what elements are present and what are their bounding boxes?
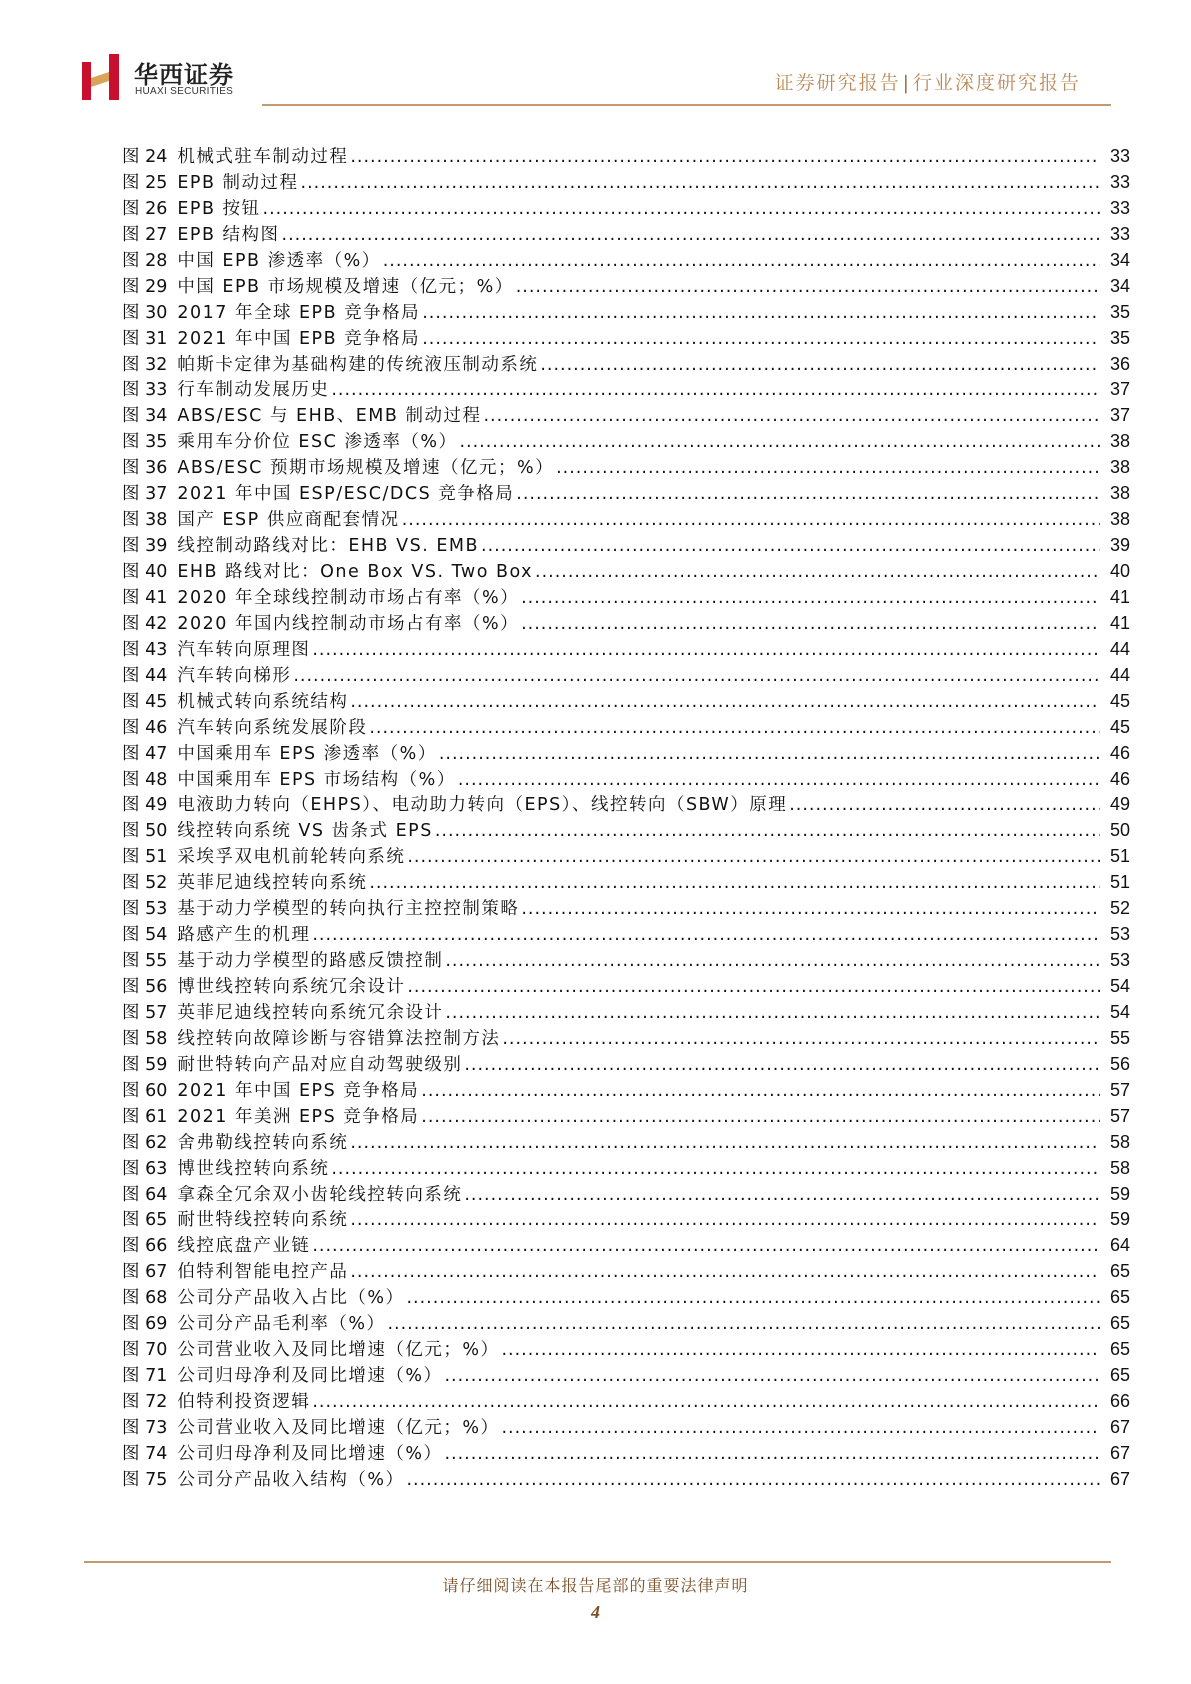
toc-figure-number: 图 37 xyxy=(122,484,168,505)
toc-figure-number: 图 31 xyxy=(122,328,168,349)
toc-dot-leader xyxy=(350,147,1100,167)
toc-dot-leader xyxy=(331,1159,1100,1179)
toc-entry[interactable] xyxy=(122,247,1130,273)
toc-figure-title: 伯特利智能电控产品 xyxy=(177,1262,349,1283)
toc-entry[interactable] xyxy=(122,688,1130,714)
toc-figure-title: 2021 年中国 EPS 竞争格局 xyxy=(177,1080,420,1101)
toc-page-number: 57 xyxy=(1109,1079,1130,1100)
toc-figure-number: 图 34 xyxy=(122,406,168,427)
header-divider xyxy=(262,104,1111,106)
toc-figure-title: 电液助力转向（EHPS）、电动助力转向（EPS）、线控转向（SBW）原理 xyxy=(177,795,788,816)
toc-figure-number: 图 24 xyxy=(122,147,168,167)
toc-dot-leader xyxy=(556,458,1100,478)
toc-figure-title: 帕斯卡定律为基础构建的传统液压制动系统 xyxy=(177,354,539,375)
toc-figure-number: 图 25 xyxy=(122,172,168,193)
toc-entry[interactable] xyxy=(122,299,1130,325)
toc-figure-title: 线控转向系统 VS 齿条式 EPS xyxy=(177,821,433,842)
toc-figure-number: 图 52 xyxy=(122,873,168,894)
toc-figure-number: 图 28 xyxy=(122,250,168,271)
toc-page-number: 49 xyxy=(1109,794,1130,815)
toc-entry[interactable] xyxy=(122,1414,1130,1440)
legal-notice: 请仔细阅读在本报告尾部的重要法律声明 xyxy=(442,1576,749,1595)
toc-figure-title: 公司营业收入及同比增速（亿元；%） xyxy=(177,1417,500,1438)
brand-name-en: HUAXI SECURITIES xyxy=(135,86,234,97)
toc-figure-number: 图 51 xyxy=(122,847,168,868)
toc-figure-number: 图 59 xyxy=(122,1054,168,1075)
toc-dot-leader xyxy=(501,1418,1100,1438)
toc-figure-title: 2021 年美洲 EPS 竞争格局 xyxy=(177,1106,420,1127)
toc-entry[interactable] xyxy=(122,869,1130,895)
toc-dot-leader xyxy=(464,1185,1100,1205)
toc-dot-leader xyxy=(331,380,1100,400)
toc-entry[interactable] xyxy=(122,1258,1130,1284)
toc-dot-leader xyxy=(521,588,1100,608)
toc-figure-title: 线控底盘产业链 xyxy=(177,1236,311,1257)
toc-figure-title: 英菲尼迪线控转向系统冗余设计 xyxy=(177,1002,444,1023)
toc-figure-number: 图 48 xyxy=(122,769,168,790)
toc-figure-title: 英菲尼迪线控转向系统 xyxy=(177,873,368,894)
toc-entry[interactable] xyxy=(122,1232,1130,1258)
toc-page-number: 59 xyxy=(1109,1209,1130,1230)
toc-figure-title: 舍弗勒线控转向系统 xyxy=(177,1132,349,1153)
toc-page-number: 41 xyxy=(1109,586,1130,607)
toc-entry[interactable] xyxy=(122,740,1130,766)
toc-entry[interactable] xyxy=(122,610,1130,636)
toc-entry[interactable] xyxy=(122,1051,1130,1077)
toc-figure-title: 伯特利投资逻辑 xyxy=(177,1392,311,1412)
toc-entry[interactable] xyxy=(122,1440,1130,1466)
toc-dot-leader xyxy=(535,562,1100,582)
toc-figure-title: 博世线控转向系统冗余设计 xyxy=(177,977,406,997)
toc-figure-number: 图 75 xyxy=(122,1469,168,1490)
toc-page-number: 37 xyxy=(1109,379,1130,400)
toc-entry[interactable] xyxy=(122,947,1130,973)
toc-page-number: 65 xyxy=(1109,1287,1130,1308)
toc-figure-number: 图 61 xyxy=(122,1106,168,1127)
toc-figure-number: 图 54 xyxy=(122,925,168,946)
toc-figure-title: 路感产生的机理 xyxy=(177,925,311,946)
huaxi-logo xyxy=(82,54,124,100)
footer-divider xyxy=(84,1561,1111,1563)
toc-figure-title: 公司归母净利及同比增速（%） xyxy=(177,1443,443,1464)
toc-figure-number: 图 73 xyxy=(122,1417,168,1438)
toc-figure-number: 图 46 xyxy=(122,717,168,738)
toc-dot-leader xyxy=(263,199,1100,219)
toc-page-number: 65 xyxy=(1109,1339,1130,1360)
toc-page-number: 57 xyxy=(1109,1105,1130,1126)
toc-figure-title: 2021 年中国 ESP/ESC/DCS 竞争格局 xyxy=(177,484,515,505)
toc-figure-number: 图 32 xyxy=(122,354,168,375)
toc-entry[interactable] xyxy=(122,1077,1130,1103)
toc-figure-title: 2020 年国内线控制动市场占有率（%） xyxy=(177,613,520,634)
toc-page-number: 45 xyxy=(1109,716,1130,737)
toc-figure-title: 公司分产品收入结构（%） xyxy=(177,1469,405,1490)
toc-entry[interactable] xyxy=(122,143,1130,169)
toc-page-number: 53 xyxy=(1109,924,1130,945)
toc-figure-title: 汽车转向梯形 xyxy=(177,665,292,686)
toc-entry[interactable] xyxy=(122,402,1130,428)
toc-figure-number: 图 43 xyxy=(122,639,168,660)
toc-page-number: 59 xyxy=(1109,1183,1130,1204)
toc-entry[interactable] xyxy=(122,1181,1130,1207)
toc-entry[interactable] xyxy=(122,195,1130,221)
toc-figure-title: 行车制动发展历史 xyxy=(177,380,330,401)
toc-dot-leader xyxy=(439,744,1100,764)
toc-dot-leader xyxy=(407,847,1100,867)
toc-figure-title: 耐世特线控转向系统 xyxy=(177,1210,349,1231)
toc-dot-leader xyxy=(312,1236,1100,1256)
toc-page-number: 46 xyxy=(1109,742,1130,763)
toc-dot-leader xyxy=(350,692,1100,712)
toc-entry[interactable] xyxy=(122,480,1130,506)
toc-figure-title: 2021 年中国 EPB 竞争格局 xyxy=(177,328,421,349)
toc-entry[interactable] xyxy=(122,1129,1130,1155)
toc-figure-title: 汽车转向系统发展阶段 xyxy=(177,717,368,738)
toc-entry[interactable] xyxy=(122,714,1130,740)
toc-entry[interactable] xyxy=(122,766,1130,792)
toc-figure-number: 图 49 xyxy=(122,795,168,816)
toc-dot-leader xyxy=(422,329,1100,349)
toc-dot-leader xyxy=(421,1107,1100,1127)
toc-entry[interactable] xyxy=(122,791,1130,817)
toc-entry[interactable] xyxy=(122,1103,1130,1129)
toc-entry[interactable] xyxy=(122,169,1130,195)
toc-figure-title: 线控转向故障诊断与容错算法控制方法 xyxy=(177,1028,501,1049)
toc-figure-number: 图 67 xyxy=(122,1262,168,1283)
toc-entry[interactable] xyxy=(122,1388,1130,1414)
toc-page-number: 38 xyxy=(1109,457,1130,478)
toc-figure-number: 图 42 xyxy=(122,613,168,634)
toc-figure-number: 图 45 xyxy=(122,691,168,712)
toc-entry[interactable] xyxy=(122,506,1130,532)
toc-figure-number: 图 56 xyxy=(122,977,168,997)
page-number: 4 xyxy=(591,1602,600,1622)
toc-entry[interactable] xyxy=(122,376,1130,402)
toc-page-number: 45 xyxy=(1109,690,1130,711)
toc-dot-leader xyxy=(350,1210,1100,1230)
toc-figure-title: 中国 EPB 渗透率（%） xyxy=(177,250,381,271)
toc-figure-title: 中国乘用车 EPS 渗透率（%） xyxy=(177,743,437,764)
toc-entry[interactable] xyxy=(122,636,1130,662)
toc-dot-leader xyxy=(422,303,1100,323)
toc-figure-title: 公司营业收入及同比增速（亿元；%） xyxy=(177,1340,500,1361)
toc-dot-leader xyxy=(312,925,1100,945)
toc-entry[interactable] xyxy=(122,351,1130,377)
toc-dot-leader xyxy=(406,1288,1100,1308)
toc-entry[interactable] xyxy=(122,1466,1130,1492)
toc-page-number: 58 xyxy=(1109,1157,1130,1178)
toc-figure-number: 图 60 xyxy=(122,1080,168,1101)
toc-dot-leader xyxy=(444,1366,1100,1386)
toc-page-number: 67 xyxy=(1109,1468,1130,1489)
toc-dot-leader xyxy=(501,1340,1100,1360)
toc-figure-number: 图 70 xyxy=(122,1340,168,1361)
toc-dot-leader xyxy=(540,355,1100,375)
toc-page-number: 38 xyxy=(1109,509,1130,530)
toc-figure-title: ABS/ESC 预期市场规模及增速（亿元；%） xyxy=(177,458,555,479)
toc-page-number: 34 xyxy=(1109,275,1130,296)
toc-figure-title: 基于动力学模型的转向执行主控控制策略 xyxy=(177,899,520,920)
toc-figure-title: 线控制动路线对比：EHB VS. EMB xyxy=(177,536,479,557)
toc-page-number: 65 xyxy=(1109,1365,1130,1386)
toc-page-number: 44 xyxy=(1109,638,1130,659)
report-type-right: 行业深度研究报告 xyxy=(912,72,1081,94)
toc-dot-leader xyxy=(445,1003,1100,1023)
toc-figure-number: 图 26 xyxy=(122,198,168,219)
toc-page-number: 38 xyxy=(1109,431,1130,452)
toc-page-number: 65 xyxy=(1109,1313,1130,1334)
toc-page-number: 51 xyxy=(1109,872,1130,893)
toc-figure-title: 2017 年全球 EPB 竞争格局 xyxy=(177,302,421,323)
toc-entry[interactable] xyxy=(122,999,1130,1025)
toc-page-number: 33 xyxy=(1109,197,1130,218)
toc-entry[interactable] xyxy=(122,843,1130,869)
toc-figure-title: 机械式转向系统结构 xyxy=(177,691,349,712)
toc-dot-leader xyxy=(483,406,1100,426)
toc-figure-number: 图 71 xyxy=(122,1366,168,1387)
toc-figure-title: 中国乘用车 EPS 市场结构（%） xyxy=(177,769,456,790)
toc-figure-number: 图 69 xyxy=(122,1314,168,1335)
toc-dot-leader xyxy=(435,821,1100,841)
toc-page-number: 55 xyxy=(1109,1027,1130,1048)
toc-entry[interactable] xyxy=(122,973,1130,999)
toc-dot-leader xyxy=(402,510,1100,530)
toc-dot-leader xyxy=(350,1133,1100,1153)
toc-page-number: 39 xyxy=(1109,535,1130,556)
toc-entry[interactable] xyxy=(122,1310,1130,1336)
toc-dot-leader xyxy=(407,977,1100,997)
toc-dot-leader xyxy=(421,1081,1100,1101)
toc-figure-title: EPB 结构图 xyxy=(177,224,280,245)
toc-figure-number: 图 30 xyxy=(122,302,168,323)
toc-dot-leader xyxy=(459,432,1100,452)
toc-figure-number: 图 36 xyxy=(122,458,168,479)
toc-figure-title: 公司分产品收入占比（%） xyxy=(177,1288,405,1309)
toc-entry[interactable] xyxy=(122,454,1130,480)
toc-page-number: 64 xyxy=(1109,1235,1130,1256)
toc-figure-title: 公司归母净利及同比增速（%） xyxy=(177,1366,443,1387)
toc-dot-leader xyxy=(516,484,1100,504)
toc-page-number: 40 xyxy=(1109,561,1130,581)
toc-page-number: 66 xyxy=(1109,1391,1130,1411)
toc-dot-leader xyxy=(521,614,1100,634)
toc-figure-title: 国产 ESP 供应商配套情况 xyxy=(177,510,400,531)
toc-dot-leader xyxy=(282,225,1100,245)
brand-name-cn: 华西证券 xyxy=(134,60,234,89)
toc-page-number: 33 xyxy=(1109,171,1130,192)
page-header xyxy=(0,0,1191,110)
toc-page-number: 65 xyxy=(1109,1261,1130,1282)
toc-dot-leader xyxy=(521,899,1100,919)
toc-page-number: 56 xyxy=(1109,1053,1130,1074)
toc-dot-leader xyxy=(383,251,1100,271)
toc-figure-number: 图 58 xyxy=(122,1028,168,1049)
toc-entry[interactable] xyxy=(122,221,1130,247)
toc-entry[interactable] xyxy=(122,273,1130,299)
toc-figure-number: 图 38 xyxy=(122,510,168,531)
toc-figure-number: 图 27 xyxy=(122,224,168,245)
toc-entry[interactable] xyxy=(122,428,1130,454)
toc-figure-title: 机械式驻车制动过程 xyxy=(177,147,349,167)
toc-page-number: 33 xyxy=(1109,146,1130,166)
toc-page-number: 51 xyxy=(1109,846,1130,867)
toc-figure-number: 图 66 xyxy=(122,1236,168,1257)
toc-figure-title: 中国 EPB 市场规模及增速（亿元；%） xyxy=(177,276,514,297)
toc-entry[interactable] xyxy=(122,558,1130,584)
toc-figure-title: 耐世特转向产品对应自动驾驶级别 xyxy=(177,1054,463,1075)
toc-entry[interactable] xyxy=(122,532,1130,558)
toc-figure-number: 图 68 xyxy=(122,1288,168,1309)
toc-page-number: 53 xyxy=(1109,950,1130,971)
toc-figure-number: 图 35 xyxy=(122,432,168,453)
toc-page-number: 35 xyxy=(1109,301,1130,322)
toc-dot-leader xyxy=(312,640,1100,660)
toc-dot-leader xyxy=(350,1262,1100,1282)
toc-dot-leader xyxy=(502,1029,1100,1049)
toc-entry[interactable] xyxy=(122,1362,1130,1388)
report-type xyxy=(775,68,1081,95)
toc-entry[interactable] xyxy=(122,921,1130,947)
report-type-separator: | xyxy=(902,72,911,94)
toc-page-number: 54 xyxy=(1109,1001,1130,1022)
toc-figure-number: 图 50 xyxy=(122,821,168,842)
toc-figure-title: 基于动力学模型的路感反馈控制 xyxy=(177,951,444,972)
toc-dot-leader xyxy=(445,951,1100,971)
toc-page-number: 41 xyxy=(1109,612,1130,633)
toc-figure-title: 博世线控转向系统 xyxy=(177,1158,330,1179)
toc-figure-title: 拿森全冗余双小齿轮线控转向系统 xyxy=(177,1184,463,1205)
toc-dot-leader xyxy=(464,1055,1100,1075)
toc-figure-title: 公司分产品毛利率（%） xyxy=(177,1314,386,1335)
toc-entry[interactable] xyxy=(122,584,1130,610)
toc-figure-number: 图 62 xyxy=(122,1132,168,1153)
toc-page-number: 44 xyxy=(1109,664,1130,685)
toc-figure-title: 汽车转向原理图 xyxy=(177,639,311,660)
toc-entry[interactable] xyxy=(122,1025,1130,1051)
toc-figure-title: 乘用车分价位 ESC 渗透率（%） xyxy=(177,432,458,453)
toc-page-number: 52 xyxy=(1109,898,1130,919)
toc-entry[interactable] xyxy=(122,1284,1130,1310)
toc-figure-title: EPB 制动过程 xyxy=(177,172,299,193)
toc-figure-number: 图 47 xyxy=(122,743,168,764)
toc-dot-leader xyxy=(387,1314,1100,1334)
toc-entry[interactable] xyxy=(122,1206,1130,1232)
toc-page-number: 38 xyxy=(1109,483,1130,504)
toc-page-number: 67 xyxy=(1109,1416,1130,1437)
toc-page-number: 50 xyxy=(1109,820,1130,841)
toc-dot-leader xyxy=(293,666,1100,686)
toc-dot-leader xyxy=(369,718,1100,738)
toc-page-number: 67 xyxy=(1109,1442,1130,1463)
toc-dot-leader xyxy=(516,277,1100,297)
toc-page-number: 37 xyxy=(1109,405,1130,426)
toc-entry[interactable] xyxy=(122,1155,1130,1181)
toc-figure-number: 图 74 xyxy=(122,1443,168,1464)
toc-page-number: 34 xyxy=(1109,249,1130,270)
toc-figure-title: 2020 年全球线控制动市场占有率（%） xyxy=(177,587,520,608)
toc-entry[interactable] xyxy=(122,1336,1130,1362)
toc-figure-title: ABS/ESC 与 EHB、EMB 制动过程 xyxy=(177,406,482,427)
toc-dot-leader xyxy=(481,536,1100,556)
toc-dot-leader xyxy=(301,173,1100,193)
report-type-left: 证券研究报告 xyxy=(774,72,901,94)
toc-figure-number: 图 39 xyxy=(122,536,168,557)
toc-page-number: 46 xyxy=(1109,768,1130,789)
toc-figure-number: 图 72 xyxy=(122,1392,168,1412)
toc-page-number: 58 xyxy=(1109,1131,1130,1152)
toc-figure-title: EHB 路线对比：One Box VS. Two Box xyxy=(177,562,534,582)
toc-figure-number: 图 63 xyxy=(122,1158,168,1179)
toc-entry[interactable] xyxy=(122,895,1130,921)
toc-page-number: 33 xyxy=(1109,223,1130,244)
toc-figure-number: 图 44 xyxy=(122,665,168,686)
toc-page-number: 36 xyxy=(1109,353,1130,374)
toc-page-number: 54 xyxy=(1109,976,1130,996)
toc-entry[interactable] xyxy=(122,817,1130,843)
toc-dot-leader xyxy=(369,873,1100,893)
toc-figure-number: 图 65 xyxy=(122,1210,168,1231)
toc-dot-leader xyxy=(406,1470,1100,1490)
toc-figure-number: 图 53 xyxy=(122,899,168,920)
toc-entry[interactable] xyxy=(122,325,1130,351)
toc-figure-number: 图 55 xyxy=(122,951,168,972)
toc-figure-number: 图 64 xyxy=(122,1184,168,1205)
toc-figure-title: EPB 按钮 xyxy=(177,198,261,219)
toc-dot-leader xyxy=(458,770,1100,790)
toc-dot-leader xyxy=(789,795,1100,815)
toc-figure-number: 图 29 xyxy=(122,276,168,297)
toc-figure-number: 图 40 xyxy=(122,562,168,582)
toc-entry[interactable] xyxy=(122,662,1130,688)
toc-figure-number: 图 41 xyxy=(122,587,168,608)
toc-page-number: 35 xyxy=(1109,327,1130,348)
toc-dot-leader xyxy=(312,1392,1100,1412)
toc-figure-number: 图 33 xyxy=(122,380,168,401)
toc-figure-title: 采埃孚双电机前轮转向系统 xyxy=(177,847,406,868)
toc-dot-leader xyxy=(444,1444,1100,1464)
toc-figure-number: 图 57 xyxy=(122,1002,168,1023)
figure-list xyxy=(122,143,1130,1492)
